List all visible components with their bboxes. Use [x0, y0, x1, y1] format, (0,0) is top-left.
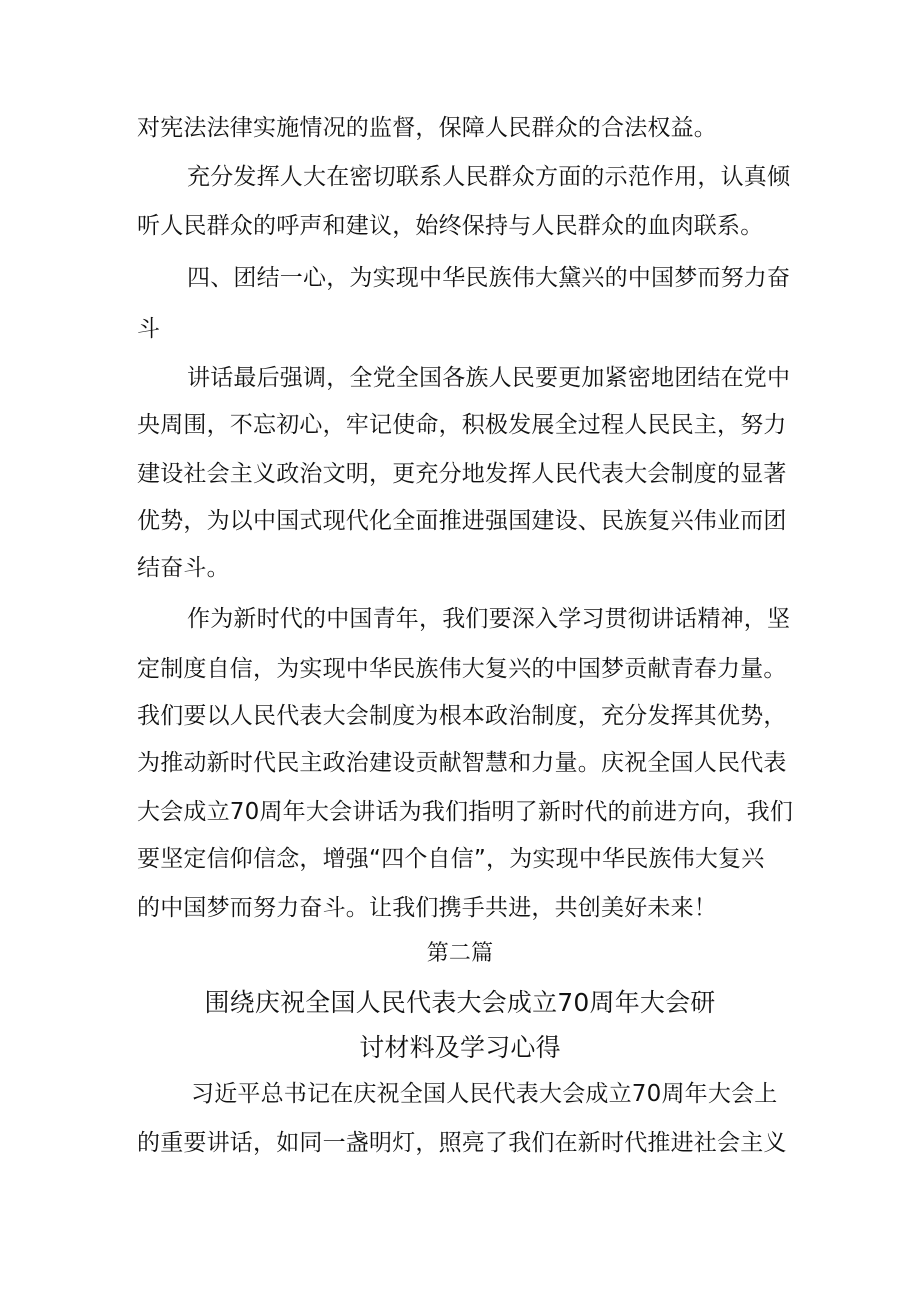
text-line: 建设社会主义政治文明，更充分地发挥人民代表大会制度的显著 [137, 461, 787, 487]
text-line: 定制度自信，为实现中华民族伟大复兴的中国梦贡献青春力量。 [137, 656, 787, 682]
text-line: 要坚定信仰信念，增强“四个自信”，为实现中华民族伟大复兴 [137, 846, 765, 872]
text-line: 的重要讲话，如同一盏明灯，照亮了我们在新时代推进社会主义 [137, 1130, 787, 1156]
text-line: 作为新时代的中国青年，我们要深入学习贯彻讲话精神，坚 [187, 606, 791, 632]
text-line: 充分发挥人大在密切联系人民群众方面的示范作用，认真倾 [187, 164, 791, 190]
text-line: 央周围，不忘初心，牢记使命，积极发展全过程人民民主，努力 [137, 412, 787, 438]
article-title: 围绕庆祝全国人民代表大会成立70周年大会研 [204, 988, 716, 1017]
text-line: 讲话最后强调，全党全国各族人民要更加紧密地团结在党中 [187, 365, 791, 391]
text-line: 的中国梦而努力奋斗。让我们携手共进，共创美好未来！ [137, 895, 717, 921]
text-line: 结奋斗。 [137, 555, 230, 581]
text-line: 为推动新时代民主政治建设贡献智慧和力量。庆祝全国人民代表 [137, 750, 787, 776]
text-line: 听人民群众的呼声和建议，始终保持与人民群众的血肉联系。 [137, 213, 764, 239]
text-line: 我们要以人民代表大会制度为根本政治制度，充分发挥其优势， [137, 703, 787, 729]
text-line: 大会成立70周年大会讲话为我们指明了新时代的前进方向，我们 [137, 799, 794, 825]
section-heading-continuation: 斗 [137, 316, 161, 342]
text-line: 习近平总书记在庆祝全国人民代表大会成立70周年大会上 [191, 1081, 778, 1107]
section-label: 第二篇 [426, 941, 494, 966]
article-title: 讨材料及学习心得 [359, 1033, 561, 1062]
text-line: 优势，为以中国式现代化全面推进强国建设、民族复兴伟业而团 [137, 508, 787, 534]
text-line: 对宪法法律实施情况的监督，保障人民群众的合法权益。 [137, 115, 717, 141]
section-heading: 四、团结一心，为实现中华民族伟大黛兴的中国梦而努力奋 [187, 265, 791, 291]
